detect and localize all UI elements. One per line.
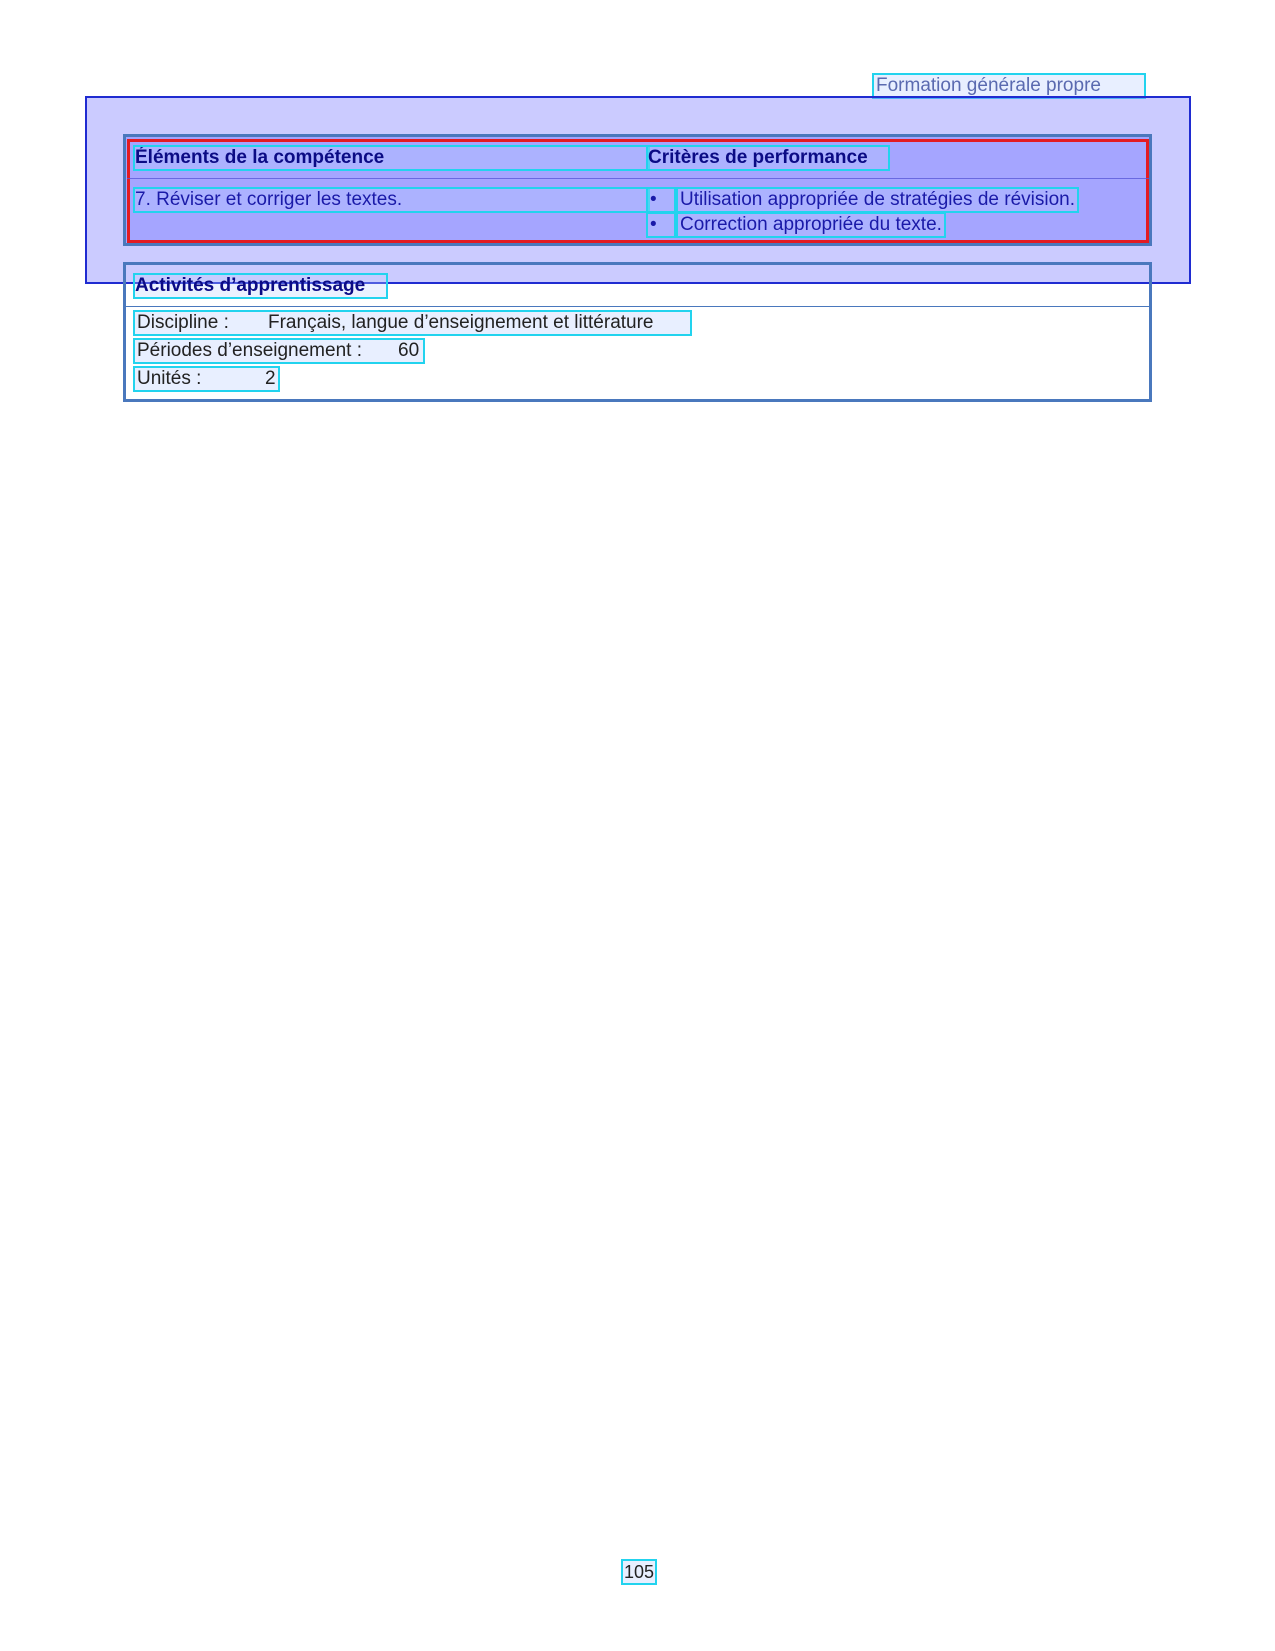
- page-number: 105: [623, 1562, 655, 1582]
- discipline-value: Français, langue d’enseignement et littérature: [268, 312, 654, 333]
- competence-element-item: 7. Réviser et corriger les textes.: [135, 189, 648, 211]
- column-header-elements: Éléments de la compétence: [135, 147, 648, 169]
- bullet-icon: •: [648, 214, 674, 236]
- criteria-item: [648, 189, 1128, 211]
- criteria-text: Correction appropriée du texte.: [680, 214, 942, 235]
- competence-table-divider: [127, 178, 1149, 179]
- criteria-item: [648, 214, 1128, 236]
- criteria-list: [648, 189, 1128, 239]
- discipline-line: [135, 312, 690, 334]
- unites-value: 2: [265, 368, 276, 389]
- criteria-text: Utilisation appropriée de stratégies de révision.: [680, 189, 1075, 210]
- running-header-title: Formation générale propre: [874, 75, 1144, 97]
- discipline-label: Discipline :: [137, 312, 229, 333]
- periodes-line: [135, 340, 423, 362]
- column-header-criteria: Critères de performance: [648, 147, 888, 169]
- unites-label: Unités :: [137, 368, 202, 389]
- periodes-value: 60: [398, 340, 420, 361]
- bullet-icon: •: [648, 189, 674, 211]
- periodes-label: Périodes d’enseignement :: [137, 340, 362, 361]
- unites-line: [135, 368, 278, 390]
- activities-title: Activités d’apprentissage: [135, 275, 386, 297]
- activities-box-divider: [126, 306, 1149, 307]
